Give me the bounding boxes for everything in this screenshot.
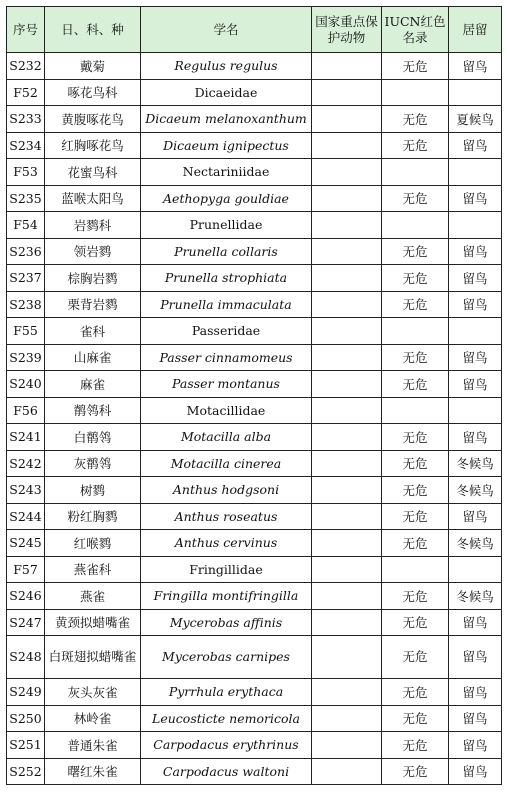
cell-chinese-name: 花蜜鸟科 [45, 159, 141, 186]
cell-number: S252 [7, 758, 45, 785]
cell-iucn-status: 无危 [382, 679, 449, 706]
cell-national-protection [312, 679, 382, 706]
cell-number: S245 [7, 530, 45, 557]
cell-number: S244 [7, 503, 45, 530]
cell-residency [449, 397, 502, 424]
cell-iucn-status: 无危 [382, 132, 449, 159]
species-row [7, 758, 502, 785]
cell-national-protection [312, 132, 382, 159]
cell-number: F52 [7, 79, 45, 106]
cell-residency: 留鸟 [449, 344, 502, 371]
table-header [7, 7, 502, 53]
cell-number: S240 [7, 371, 45, 398]
cell-number: S233 [7, 106, 45, 133]
cell-iucn-status: 无危 [382, 758, 449, 785]
cell-chinese-name: 黄腹啄花鸟 [45, 106, 141, 133]
cell-chinese-name: 黄颈拟蜡嘴雀 [45, 609, 141, 636]
cell-chinese-name: 麻雀 [45, 371, 141, 398]
cell-scientific-name: Carpodacus erythrinus [141, 732, 312, 759]
cell-national-protection [312, 758, 382, 785]
species-row [7, 53, 502, 80]
cell-iucn-status: 无危 [382, 344, 449, 371]
cell-number: S243 [7, 477, 45, 504]
cell-iucn-status [382, 318, 449, 345]
species-row [7, 344, 502, 371]
cell-chinese-name: 鹡鸰科 [45, 397, 141, 424]
cell-scientific-name: Dicaeidae [141, 79, 312, 106]
cell-scientific-name: Anthus cervinus [141, 530, 312, 557]
cell-scientific-name: Prunella collaris [141, 238, 312, 265]
species-row [7, 609, 502, 636]
cell-number: S242 [7, 450, 45, 477]
cell-iucn-status [382, 212, 449, 239]
cell-chinese-name: 红喉鹨 [45, 530, 141, 557]
cell-residency: 留鸟 [449, 185, 502, 212]
cell-national-protection [312, 609, 382, 636]
cell-national-protection [312, 53, 382, 80]
cell-residency: 留鸟 [449, 424, 502, 451]
cell-national-protection [312, 159, 382, 186]
cell-national-protection [312, 185, 382, 212]
cell-residency: 留鸟 [449, 503, 502, 530]
cell-national-protection [312, 238, 382, 265]
cell-scientific-name: Motacilla cinerea [141, 450, 312, 477]
species-row [7, 424, 502, 451]
cell-iucn-status [382, 159, 449, 186]
family-row [7, 397, 502, 424]
species-row [7, 371, 502, 398]
cell-residency: 冬候鸟 [449, 583, 502, 610]
cell-iucn-status: 无危 [382, 636, 449, 679]
cell-residency: 留鸟 [449, 371, 502, 398]
cell-national-protection [312, 265, 382, 292]
cell-residency: 留鸟 [449, 732, 502, 759]
cell-number: S250 [7, 705, 45, 732]
header-scientific-name: 学名 [141, 7, 312, 53]
cell-scientific-name: Mycerobas carnipes [141, 636, 312, 679]
species-table [6, 6, 502, 785]
cell-chinese-name: 白斑翅拟蜡嘴雀 [45, 636, 141, 679]
cell-residency [449, 212, 502, 239]
cell-residency: 留鸟 [449, 705, 502, 732]
cell-number: S236 [7, 238, 45, 265]
cell-number: S248 [7, 636, 45, 679]
species-row [7, 705, 502, 732]
cell-residency: 留鸟 [449, 132, 502, 159]
cell-chinese-name: 棕胸岩鹨 [45, 265, 141, 292]
cell-number: S249 [7, 679, 45, 706]
cell-scientific-name: Dicaeum melanoxanthum [141, 106, 312, 133]
header-national-protection: 国家重点保护动物 [312, 7, 382, 53]
cell-scientific-name: Passer montanus [141, 371, 312, 398]
cell-scientific-name: Prunella strophiata [141, 265, 312, 292]
cell-iucn-status: 无危 [382, 705, 449, 732]
cell-national-protection [312, 106, 382, 133]
cell-scientific-name: Motacilla alba [141, 424, 312, 451]
cell-iucn-status [382, 397, 449, 424]
cell-residency: 留鸟 [449, 53, 502, 80]
cell-chinese-name: 白鹡鸰 [45, 424, 141, 451]
cell-national-protection [312, 424, 382, 451]
cell-chinese-name: 曙红朱雀 [45, 758, 141, 785]
cell-national-protection [312, 556, 382, 583]
cell-scientific-name: Aethopyga gouldiae [141, 185, 312, 212]
family-row [7, 556, 502, 583]
cell-iucn-status: 无危 [382, 265, 449, 292]
species-row [7, 238, 502, 265]
cell-iucn-status [382, 79, 449, 106]
cell-iucn-status: 无危 [382, 530, 449, 557]
cell-chinese-name: 蓝喉太阳鸟 [45, 185, 141, 212]
species-row [7, 185, 502, 212]
cell-national-protection [312, 530, 382, 557]
cell-national-protection [312, 450, 382, 477]
species-row [7, 477, 502, 504]
species-row [7, 291, 502, 318]
cell-iucn-status: 无危 [382, 185, 449, 212]
species-row [7, 106, 502, 133]
cell-national-protection [312, 212, 382, 239]
family-row [7, 318, 502, 345]
cell-residency: 留鸟 [449, 636, 502, 679]
cell-chinese-name: 戴菊 [45, 53, 141, 80]
cell-national-protection [312, 583, 382, 610]
cell-national-protection [312, 371, 382, 398]
cell-number: S232 [7, 53, 45, 80]
cell-number: F56 [7, 397, 45, 424]
cell-iucn-status: 无危 [382, 424, 449, 451]
cell-residency: 留鸟 [449, 238, 502, 265]
cell-national-protection [312, 477, 382, 504]
cell-scientific-name: Carpodacus waltoni [141, 758, 312, 785]
cell-iucn-status: 无危 [382, 371, 449, 398]
species-row [7, 583, 502, 610]
cell-chinese-name: 燕雀 [45, 583, 141, 610]
cell-chinese-name: 树鹨 [45, 477, 141, 504]
cell-residency [449, 159, 502, 186]
cell-number: S234 [7, 132, 45, 159]
cell-residency: 留鸟 [449, 291, 502, 318]
header-iucn: IUCN红色名录 [382, 7, 449, 53]
cell-scientific-name: Anthus roseatus [141, 503, 312, 530]
cell-national-protection [312, 344, 382, 371]
species-row [7, 132, 502, 159]
cell-chinese-name: 灰头灰雀 [45, 679, 141, 706]
species-row [7, 265, 502, 292]
cell-chinese-name: 领岩鹨 [45, 238, 141, 265]
header-residency: 居留 [449, 7, 502, 53]
cell-national-protection [312, 636, 382, 679]
cell-residency: 留鸟 [449, 265, 502, 292]
cell-chinese-name: 栗背岩鹨 [45, 291, 141, 318]
cell-iucn-status [382, 556, 449, 583]
cell-residency [449, 556, 502, 583]
species-row [7, 530, 502, 557]
cell-residency: 留鸟 [449, 758, 502, 785]
cell-number: S247 [7, 609, 45, 636]
cell-iucn-status: 无危 [382, 477, 449, 504]
cell-residency: 夏候鸟 [449, 106, 502, 133]
cell-scientific-name: Leucosticte nemoricola [141, 705, 312, 732]
header-number: 序号 [7, 7, 45, 53]
cell-chinese-name: 岩鹨科 [45, 212, 141, 239]
cell-number: F55 [7, 318, 45, 345]
cell-iucn-status: 无危 [382, 609, 449, 636]
header-row [7, 7, 502, 53]
cell-number: F54 [7, 212, 45, 239]
cell-number: S237 [7, 265, 45, 292]
cell-number: F57 [7, 556, 45, 583]
cell-national-protection [312, 503, 382, 530]
cell-number: S238 [7, 291, 45, 318]
cell-residency [449, 318, 502, 345]
cell-national-protection [312, 79, 382, 106]
cell-iucn-status: 无危 [382, 503, 449, 530]
cell-scientific-name: Fringilla montifringilla [141, 583, 312, 610]
cell-residency: 冬候鸟 [449, 450, 502, 477]
cell-scientific-name: Nectariniidae [141, 159, 312, 186]
cell-chinese-name: 燕雀科 [45, 556, 141, 583]
family-row [7, 79, 502, 106]
family-row [7, 159, 502, 186]
cell-residency: 冬候鸟 [449, 477, 502, 504]
cell-national-protection [312, 705, 382, 732]
species-row [7, 679, 502, 706]
cell-iucn-status: 无危 [382, 53, 449, 80]
table-body [7, 53, 502, 785]
cell-scientific-name: Regulus regulus [141, 53, 312, 80]
species-row [7, 450, 502, 477]
cell-iucn-status: 无危 [382, 583, 449, 610]
cell-scientific-name: Anthus hodgsoni [141, 477, 312, 504]
cell-iucn-status: 无危 [382, 450, 449, 477]
cell-chinese-name: 山麻雀 [45, 344, 141, 371]
cell-iucn-status: 无危 [382, 291, 449, 318]
cell-chinese-name: 啄花鸟科 [45, 79, 141, 106]
cell-scientific-name: Passeridae [141, 318, 312, 345]
cell-number: S246 [7, 583, 45, 610]
cell-iucn-status: 无危 [382, 732, 449, 759]
cell-chinese-name: 普通朱雀 [45, 732, 141, 759]
species-row [7, 636, 502, 679]
cell-scientific-name: Prunella immaculata [141, 291, 312, 318]
cell-iucn-status: 无危 [382, 106, 449, 133]
cell-scientific-name: Mycerobas affinis [141, 609, 312, 636]
cell-chinese-name: 林岭雀 [45, 705, 141, 732]
cell-chinese-name: 灰鹡鸰 [45, 450, 141, 477]
cell-chinese-name: 粉红胸鹨 [45, 503, 141, 530]
cell-residency: 留鸟 [449, 609, 502, 636]
family-row [7, 212, 502, 239]
cell-number: F53 [7, 159, 45, 186]
cell-number: S251 [7, 732, 45, 759]
cell-national-protection [312, 732, 382, 759]
cell-number: S235 [7, 185, 45, 212]
cell-national-protection [312, 291, 382, 318]
species-row [7, 732, 502, 759]
cell-chinese-name: 红胸啄花鸟 [45, 132, 141, 159]
cell-residency: 冬候鸟 [449, 530, 502, 557]
cell-scientific-name: Pyrrhula erythaca [141, 679, 312, 706]
cell-residency: 留鸟 [449, 679, 502, 706]
species-row [7, 503, 502, 530]
cell-number: S241 [7, 424, 45, 451]
cell-residency [449, 79, 502, 106]
cell-scientific-name: Prunellidae [141, 212, 312, 239]
cell-scientific-name: Passer cinnamomeus [141, 344, 312, 371]
cell-scientific-name: Motacillidae [141, 397, 312, 424]
cell-scientific-name: Fringillidae [141, 556, 312, 583]
cell-chinese-name: 雀科 [45, 318, 141, 345]
cell-iucn-status: 无危 [382, 238, 449, 265]
header-taxon: 日、科、种 [45, 7, 141, 53]
cell-number: S239 [7, 344, 45, 371]
cell-scientific-name: Dicaeum ignipectus [141, 132, 312, 159]
cell-national-protection [312, 397, 382, 424]
cell-national-protection [312, 318, 382, 345]
